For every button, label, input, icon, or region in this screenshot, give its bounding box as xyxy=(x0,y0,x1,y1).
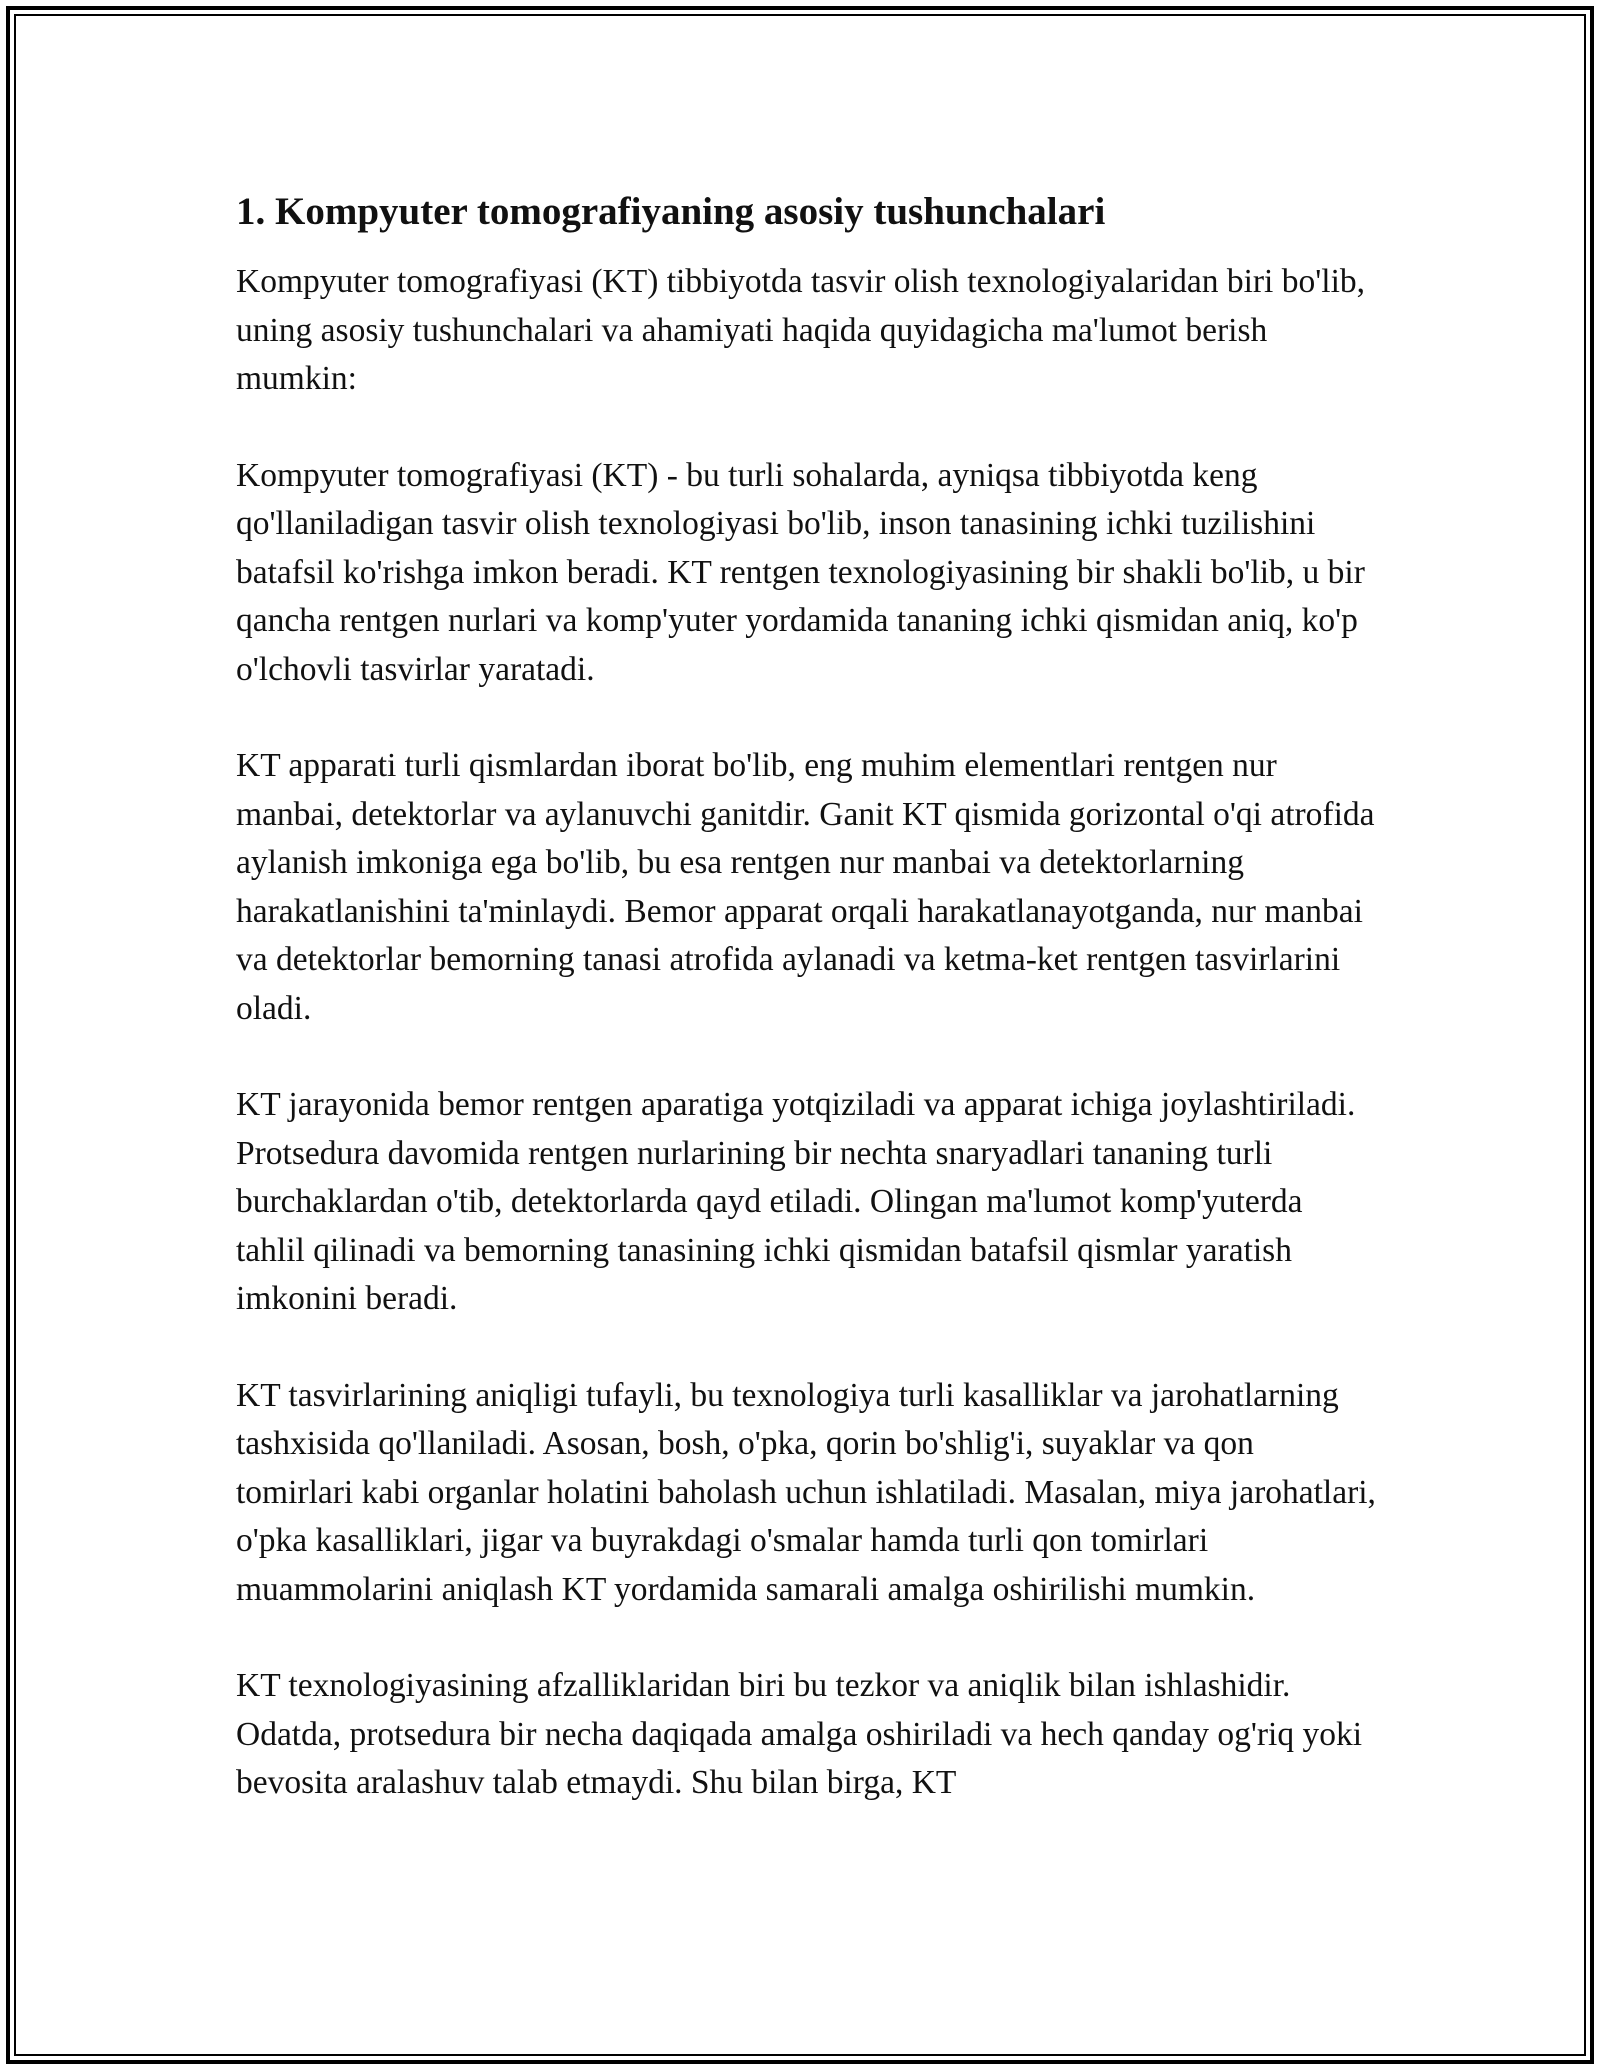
paragraph-2: Kompyuter tomografiyasi (KT) - bu turli sohalarda, ayniqsa tibbiyotda keng qo'llaniladigan tasvir olish texnologiyasi bo'lib, inson tanasining ichki tuzilishini batafsil ko'rishga imkon beradi. KT rentgen texnologiyasining bir shakli bo'lib, u bir qancha rentgen nurlari va komp'yuter yordamida tananing ichki qismidan aniq, ko'p o'lchovli tasvirlar yaratadi. xyxy=(236,456,1365,688)
paragraph-6: KT texnologiyasining afzalliklaridan biri bu tezkor va aniqlik bilan ishlashidir. Odatda, protsedura bir necha daqiqada amalga oshiriladi va hech qanday og'riq yoki bevosita aralashuv talab etmaydi. Shu bilan birga, KT xyxy=(236,1667,1363,1801)
section-title: 1. Kompyuter tomografiyaning asosiy tushunchalari xyxy=(236,190,1106,233)
paragraph-3: KT apparati turli qismlardan iborat bo'lib, eng muhim elementlari rentgen nur manbai, detektorlar va aylanuvchi ganitdir. Ganit KT qismida gorizontal o'qi atrofida aylanish imkoniga ega bo'lib, bu esa rentgen nur manbai va detektorlarning harakatlanishini ta'minlaydi. Bemor apparat orqali harakatlanayotganda, nur manbai va detektorlar bemorning tanasi atrofida aylanadi va ketma-ket rentgen tasvirlarini oladi. xyxy=(236,747,1375,1027)
paragraph-5: KT tasvirlarining aniqligi tufayli, bu texnologiya turli kasalliklar va jarohatlarning tashxisida qo'llaniladi. Asosan, bosh, o'pka, qorin bo'shlig'i, suyaklar va qon tomirlari kabi organlar holatini baholash uchun ishlatiladi. Masalan, miya jarohatlari, o'pka kasalliklari, jigar va buyrakdagi o'smalar hamda turli qon tomirlari muammolarini aniqlash KT yordamida samarali amalga oshirilishi mumkin. xyxy=(236,1376,1376,1608)
paragraph-4: KT jarayonida bemor rentgen aparatiga yotqiziladi va apparat ichiga joylashtiriladi. Protsedura davomida rentgen nurlarining bir nechta snaryadlari tananing turli burchaklardan o'tib, detektorlarda qayd etiladi. Olingan ma'lumot komp'yuterda tahlil qilinadi va bemorning tanasining ichki qismidan batafsil qismlar yaratish imkonini beradi. xyxy=(236,1086,1356,1317)
paragraph-1: Kompyuter tomografiyasi (KT) tibbiyotda tasvir olish texnologiyalaridan biri bo'lib, uning asosiy tushunchalari va ahamiyati haqida quyidagicha ma'lumot berish mumkin: xyxy=(236,263,1366,397)
document-body xyxy=(236,186,1376,1856)
